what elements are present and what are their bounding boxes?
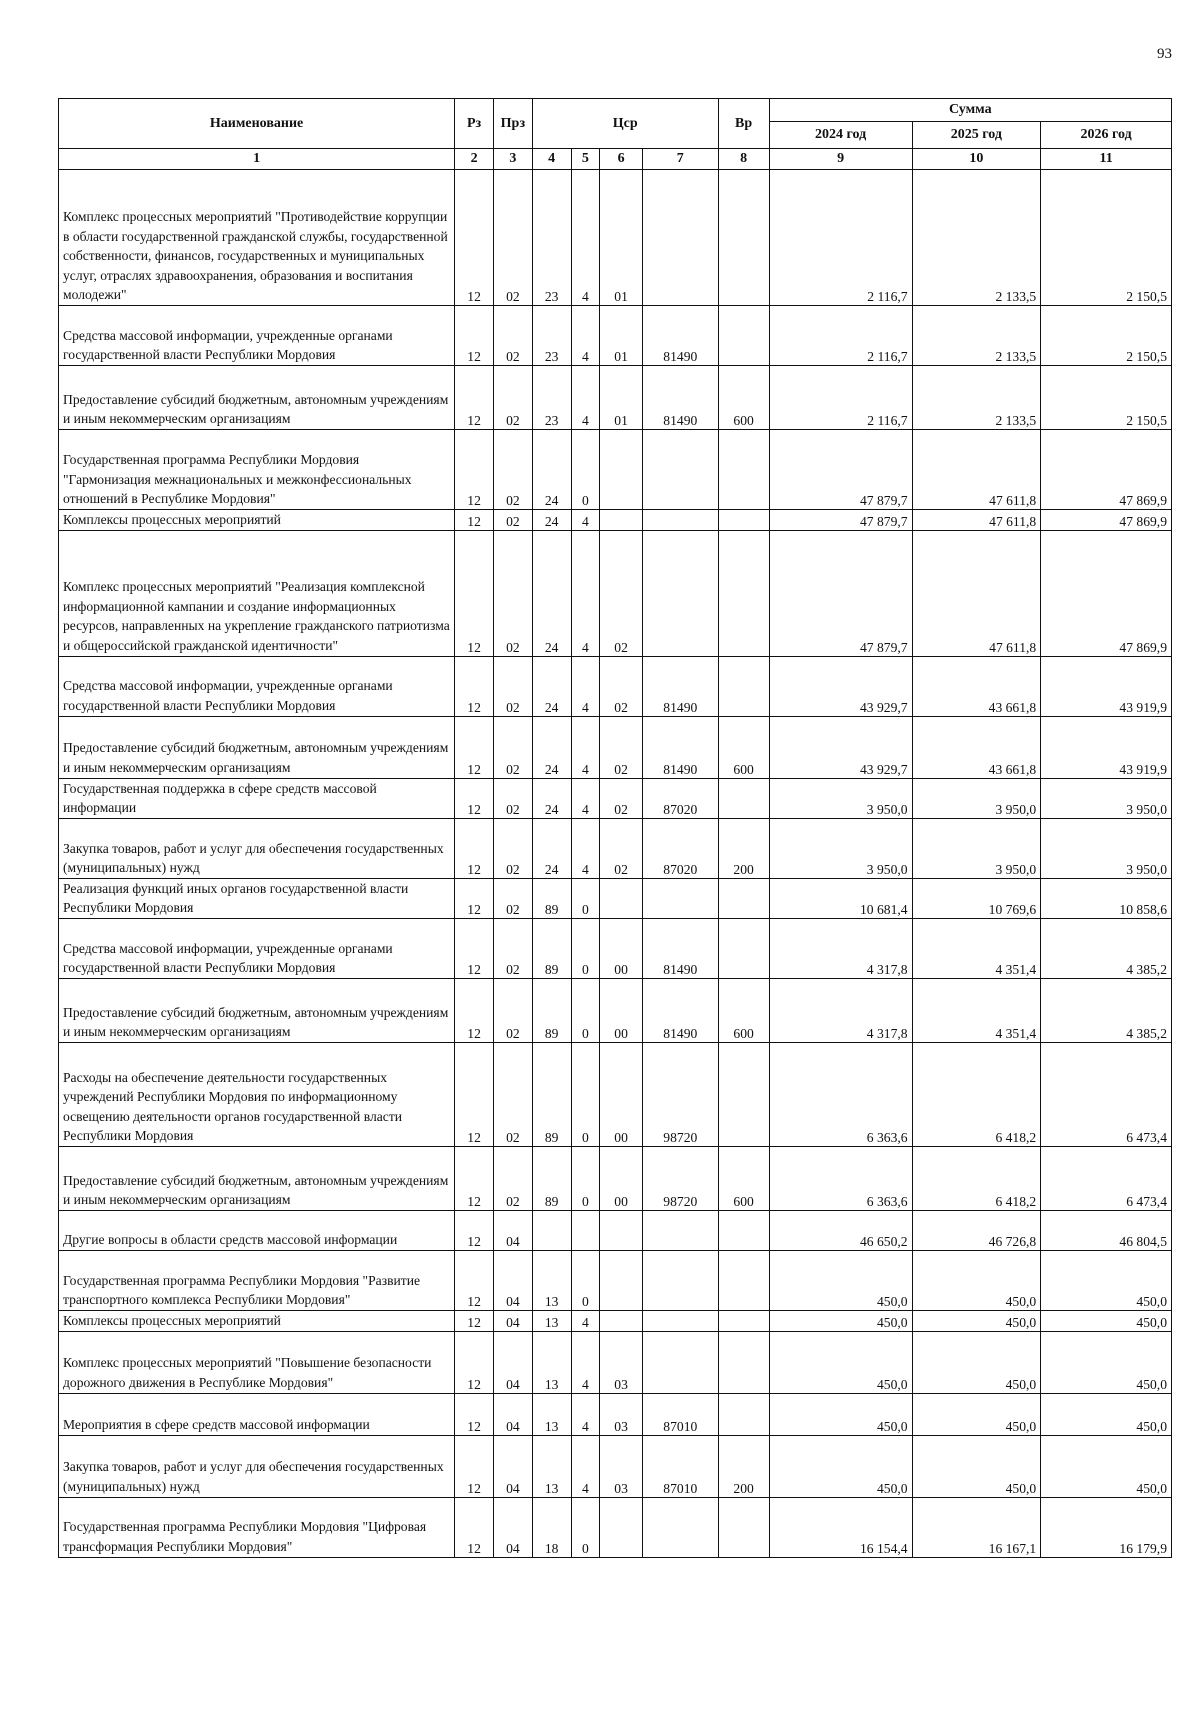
row-name: Государственная программа Республики Мордовия "Гармонизация межнациональных и межконфессиональных отношений в Республике Мордовия" [59, 430, 455, 510]
row-csr-4: 18 [532, 1497, 571, 1557]
row-sum-2025: 450,0 [912, 1310, 1041, 1331]
row-sum-2025: 6 418,2 [912, 1146, 1041, 1210]
row-sum-2026: 47 869,9 [1041, 510, 1172, 531]
table-row [59, 818, 1172, 878]
row-csr-7: 81490 [643, 978, 719, 1042]
row-sum-2024: 47 879,7 [769, 510, 912, 531]
col-number: 8 [718, 149, 769, 170]
row-csr-4: 24 [532, 716, 571, 778]
row-sum-2024: 3 950,0 [769, 818, 912, 878]
row-sum-2025: 4 351,4 [912, 978, 1041, 1042]
row-prz: 02 [493, 1146, 532, 1210]
row-sum-2026: 2 150,5 [1041, 366, 1172, 430]
table-row [59, 978, 1172, 1042]
row-csr-5: 4 [571, 716, 600, 778]
row-csr-5: 0 [571, 1042, 600, 1146]
row-csr-6: 02 [600, 656, 643, 716]
row-vr [718, 918, 769, 978]
row-csr-6 [600, 1210, 643, 1250]
col-number: 3 [493, 149, 532, 170]
row-csr-7: 81490 [643, 656, 719, 716]
row-csr-6: 02 [600, 530, 643, 656]
row-sum-2026: 6 473,4 [1041, 1042, 1172, 1146]
row-rz: 12 [455, 818, 494, 878]
row-sum-2025: 450,0 [912, 1393, 1041, 1435]
row-vr [718, 656, 769, 716]
row-csr-4: 13 [532, 1331, 571, 1393]
table-row [59, 1250, 1172, 1310]
row-sum-2025: 3 950,0 [912, 818, 1041, 878]
row-rz: 12 [455, 1497, 494, 1557]
table-row [59, 1210, 1172, 1250]
row-vr [718, 1250, 769, 1310]
row-vr [718, 1042, 769, 1146]
table-row [59, 1042, 1172, 1146]
row-sum-2024: 46 650,2 [769, 1210, 912, 1250]
row-sum-2024: 16 154,4 [769, 1497, 912, 1557]
row-name: Комплексы процессных мероприятий [59, 1310, 455, 1331]
row-sum-2024: 450,0 [769, 1393, 912, 1435]
row-rz: 12 [455, 1210, 494, 1250]
budget-table [58, 98, 1172, 1558]
row-csr-7: 81490 [643, 918, 719, 978]
row-csr-5: 4 [571, 170, 600, 306]
row-csr-6: 00 [600, 1042, 643, 1146]
row-prz: 04 [493, 1435, 532, 1497]
row-prz: 02 [493, 978, 532, 1042]
row-sum-2025: 46 726,8 [912, 1210, 1041, 1250]
row-csr-6 [600, 510, 643, 531]
row-csr-6: 02 [600, 716, 643, 778]
row-name: Закупка товаров, работ и услуг для обеспечения государственных (муниципальных) нужд [59, 818, 455, 878]
row-csr-6: 02 [600, 778, 643, 818]
table-row [59, 778, 1172, 818]
row-rz: 12 [455, 1393, 494, 1435]
table-row [59, 716, 1172, 778]
row-vr [718, 510, 769, 531]
row-csr-6: 03 [600, 1393, 643, 1435]
row-csr-6: 03 [600, 1331, 643, 1393]
row-sum-2026: 47 869,9 [1041, 430, 1172, 510]
row-vr: 200 [718, 1435, 769, 1497]
page-number: 93 [1157, 46, 1172, 62]
row-csr-5: 4 [571, 1310, 600, 1331]
header-rz: Рз [455, 99, 494, 149]
row-sum-2024: 43 929,7 [769, 656, 912, 716]
row-rz: 12 [455, 510, 494, 531]
row-sum-2026: 47 869,9 [1041, 530, 1172, 656]
row-sum-2024: 6 363,6 [769, 1146, 912, 1210]
row-csr-4: 89 [532, 878, 571, 918]
row-vr [718, 1210, 769, 1250]
row-prz: 04 [493, 1393, 532, 1435]
row-csr-4 [532, 1210, 571, 1250]
table-row [59, 918, 1172, 978]
row-sum-2025: 6 418,2 [912, 1042, 1041, 1146]
table-row [59, 306, 1172, 366]
row-sum-2026: 10 858,6 [1041, 878, 1172, 918]
row-sum-2024: 450,0 [769, 1331, 912, 1393]
table-row [59, 530, 1172, 656]
row-prz: 04 [493, 1310, 532, 1331]
row-prz: 02 [493, 818, 532, 878]
row-sum-2024: 450,0 [769, 1310, 912, 1331]
row-vr [718, 530, 769, 656]
row-csr-5: 0 [571, 1250, 600, 1310]
row-csr-5 [571, 1210, 600, 1250]
row-csr-7: 81490 [643, 716, 719, 778]
row-csr-5: 4 [571, 1393, 600, 1435]
table-row [59, 878, 1172, 918]
row-prz: 02 [493, 306, 532, 366]
row-csr-5: 4 [571, 530, 600, 656]
row-csr-5: 4 [571, 656, 600, 716]
row-vr [718, 778, 769, 818]
row-vr [718, 878, 769, 918]
row-prz: 02 [493, 430, 532, 510]
row-rz: 12 [455, 978, 494, 1042]
row-name: Комплекс процессных мероприятий "Противодействие коррупции в области государственной гражданской службы, государственной собственности, финансов, государственных и муниципальных услуг, отраслях здравоохранения, образования и воспитания молодежи" [59, 170, 455, 306]
row-csr-6 [600, 1310, 643, 1331]
row-rz: 12 [455, 656, 494, 716]
header-year-2026: 2026 год [1041, 122, 1172, 149]
row-name: Средства массовой информации, учрежденные органами государственной власти Республики Мордовия [59, 656, 455, 716]
header-csr: Цср [532, 99, 718, 149]
col-number: 2 [455, 149, 494, 170]
row-sum-2024: 47 879,7 [769, 530, 912, 656]
row-csr-4: 24 [532, 818, 571, 878]
row-csr-6 [600, 878, 643, 918]
row-csr-5: 0 [571, 978, 600, 1042]
row-csr-4: 13 [532, 1310, 571, 1331]
col-number: 7 [643, 149, 719, 170]
row-csr-5: 4 [571, 306, 600, 366]
row-csr-7: 87020 [643, 778, 719, 818]
row-vr [718, 170, 769, 306]
row-name: Государственная поддержка в сфере средств массовой информации [59, 778, 455, 818]
row-rz: 12 [455, 1435, 494, 1497]
row-csr-7 [643, 1250, 719, 1310]
row-csr-5: 0 [571, 1146, 600, 1210]
row-csr-5: 4 [571, 1435, 600, 1497]
row-csr-4: 24 [532, 510, 571, 531]
row-sum-2025: 2 133,5 [912, 306, 1041, 366]
row-csr-7 [643, 170, 719, 306]
row-csr-5: 0 [571, 918, 600, 978]
row-csr-7 [643, 1331, 719, 1393]
row-rz: 12 [455, 778, 494, 818]
table-row [59, 170, 1172, 306]
header-name: Наименование [59, 99, 455, 149]
row-rz: 12 [455, 1146, 494, 1210]
row-sum-2026: 4 385,2 [1041, 978, 1172, 1042]
row-csr-6: 01 [600, 366, 643, 430]
row-name: Комплексы процессных мероприятий [59, 510, 455, 531]
row-csr-6 [600, 430, 643, 510]
row-rz: 12 [455, 1250, 494, 1310]
row-csr-7: 81490 [643, 306, 719, 366]
row-sum-2025: 450,0 [912, 1331, 1041, 1393]
row-name: Государственная программа Республики Мордовия "Цифровая трансформация Республики Мордовия" [59, 1497, 455, 1557]
row-prz: 02 [493, 778, 532, 818]
table-row [59, 1146, 1172, 1210]
row-sum-2024: 2 116,7 [769, 366, 912, 430]
row-rz: 12 [455, 1310, 494, 1331]
row-sum-2024: 47 879,7 [769, 430, 912, 510]
row-name: Мероприятия в сфере средств массовой информации [59, 1393, 455, 1435]
row-sum-2025: 2 133,5 [912, 366, 1041, 430]
row-csr-4: 24 [532, 430, 571, 510]
row-name: Средства массовой информации, учрежденные органами государственной власти Республики Мордовия [59, 306, 455, 366]
row-csr-7 [643, 1497, 719, 1557]
row-prz: 02 [493, 878, 532, 918]
row-prz: 04 [493, 1497, 532, 1557]
col-number: 11 [1041, 149, 1172, 170]
col-number: 10 [912, 149, 1041, 170]
col-number: 5 [571, 149, 600, 170]
row-sum-2024: 4 317,8 [769, 978, 912, 1042]
row-prz: 02 [493, 656, 532, 716]
row-csr-4: 89 [532, 1042, 571, 1146]
row-sum-2025: 2 133,5 [912, 170, 1041, 306]
row-sum-2025: 47 611,8 [912, 530, 1041, 656]
row-csr-6: 00 [600, 918, 643, 978]
row-prz: 02 [493, 510, 532, 531]
row-sum-2026: 4 385,2 [1041, 918, 1172, 978]
row-sum-2025: 16 167,1 [912, 1497, 1041, 1557]
table-row [59, 1393, 1172, 1435]
row-sum-2026: 46 804,5 [1041, 1210, 1172, 1250]
row-rz: 12 [455, 170, 494, 306]
row-name: Средства массовой информации, учрежденные органами государственной власти Республики Мордовия [59, 918, 455, 978]
table-row [59, 1497, 1172, 1557]
row-csr-4: 89 [532, 978, 571, 1042]
row-sum-2026: 450,0 [1041, 1331, 1172, 1393]
row-sum-2026: 3 950,0 [1041, 818, 1172, 878]
row-csr-6: 01 [600, 170, 643, 306]
row-sum-2025: 450,0 [912, 1435, 1041, 1497]
col-number: 4 [532, 149, 571, 170]
row-sum-2026: 3 950,0 [1041, 778, 1172, 818]
row-csr-6 [600, 1250, 643, 1310]
row-csr-4: 13 [532, 1435, 571, 1497]
row-sum-2025: 47 611,8 [912, 510, 1041, 531]
row-sum-2025: 450,0 [912, 1250, 1041, 1310]
row-sum-2026: 6 473,4 [1041, 1146, 1172, 1210]
row-csr-5: 0 [571, 878, 600, 918]
row-sum-2026: 2 150,5 [1041, 306, 1172, 366]
col-number: 1 [59, 149, 455, 170]
row-csr-4: 23 [532, 306, 571, 366]
header-year-2024: 2024 год [769, 122, 912, 149]
row-sum-2026: 2 150,5 [1041, 170, 1172, 306]
row-vr: 600 [718, 366, 769, 430]
row-csr-4: 23 [532, 366, 571, 430]
row-csr-7 [643, 530, 719, 656]
row-vr: 600 [718, 978, 769, 1042]
header-vr: Вр [718, 99, 769, 149]
row-csr-7: 87010 [643, 1435, 719, 1497]
row-sum-2024: 4 317,8 [769, 918, 912, 978]
row-csr-4: 89 [532, 1146, 571, 1210]
row-prz: 02 [493, 1042, 532, 1146]
row-prz: 04 [493, 1250, 532, 1310]
row-sum-2025: 4 351,4 [912, 918, 1041, 978]
row-csr-7: 87010 [643, 1393, 719, 1435]
row-sum-2026: 16 179,9 [1041, 1497, 1172, 1557]
row-name: Закупка товаров, работ и услуг для обеспечения государственных (муниципальных) нужд [59, 1435, 455, 1497]
row-rz: 12 [455, 1042, 494, 1146]
row-csr-6: 00 [600, 1146, 643, 1210]
row-csr-5: 0 [571, 430, 600, 510]
row-sum-2025: 10 769,6 [912, 878, 1041, 918]
header-sum: Сумма [769, 99, 1171, 122]
row-rz: 12 [455, 878, 494, 918]
row-sum-2024: 2 116,7 [769, 170, 912, 306]
col-number: 9 [769, 149, 912, 170]
table-row [59, 430, 1172, 510]
row-csr-4: 89 [532, 918, 571, 978]
table-row [59, 1331, 1172, 1393]
row-rz: 12 [455, 366, 494, 430]
row-rz: 12 [455, 918, 494, 978]
row-csr-6: 02 [600, 818, 643, 878]
row-prz: 02 [493, 170, 532, 306]
row-name: Комплекс процессных мероприятий "Реализация комплексной информационной кампании и создание информационных ресурсов, направленных на укрепление гражданского патриотизма и общероссийской гражданской идентичности" [59, 530, 455, 656]
row-csr-6: 01 [600, 306, 643, 366]
table-row [59, 1435, 1172, 1497]
col-number: 6 [600, 149, 643, 170]
row-csr-4: 24 [532, 530, 571, 656]
row-csr-4: 24 [532, 778, 571, 818]
row-sum-2026: 43 919,9 [1041, 716, 1172, 778]
row-sum-2024: 450,0 [769, 1250, 912, 1310]
row-csr-5: 4 [571, 510, 600, 531]
row-name: Предоставление субсидий бюджетным, автономным учреждениям и иным некоммерческим организациям [59, 716, 455, 778]
row-csr-7 [643, 510, 719, 531]
row-csr-5: 4 [571, 366, 600, 430]
column-number-row [59, 149, 1172, 170]
row-vr [718, 1331, 769, 1393]
table-body [59, 170, 1172, 1558]
row-sum-2026: 450,0 [1041, 1393, 1172, 1435]
row-csr-7: 81490 [643, 366, 719, 430]
table-row [59, 366, 1172, 430]
row-vr [718, 430, 769, 510]
row-csr-4: 13 [532, 1250, 571, 1310]
row-csr-4: 13 [532, 1393, 571, 1435]
row-csr-7 [643, 1210, 719, 1250]
row-sum-2026: 450,0 [1041, 1250, 1172, 1310]
row-sum-2025: 3 950,0 [912, 778, 1041, 818]
row-prz: 02 [493, 716, 532, 778]
row-csr-7: 98720 [643, 1042, 719, 1146]
row-name: Государственная программа Республики Мордовия "Развитие транспортного комплекса Республики Мордовия" [59, 1250, 455, 1310]
row-name: Комплекс процессных мероприятий "Повышение безопасности дорожного движения в Республике Мордовия" [59, 1331, 455, 1393]
row-csr-6: 03 [600, 1435, 643, 1497]
row-sum-2024: 450,0 [769, 1435, 912, 1497]
row-rz: 12 [455, 1331, 494, 1393]
row-name: Расходы на обеспечение деятельности государственных учреждений Республики Мордовия по информационному освещению деятельности органов государственной власти Республики Мордовия [59, 1042, 455, 1146]
row-vr [718, 1393, 769, 1435]
row-rz: 12 [455, 306, 494, 366]
row-vr: 600 [718, 1146, 769, 1210]
row-name: Предоставление субсидий бюджетным, автономным учреждениям и иным некоммерческим организациям [59, 366, 455, 430]
row-csr-7 [643, 878, 719, 918]
row-sum-2026: 450,0 [1041, 1435, 1172, 1497]
row-vr [718, 306, 769, 366]
table-row [59, 510, 1172, 531]
row-csr-7 [643, 1310, 719, 1331]
row-sum-2025: 43 661,8 [912, 656, 1041, 716]
row-csr-5: 4 [571, 818, 600, 878]
row-sum-2024: 3 950,0 [769, 778, 912, 818]
row-csr-6 [600, 1497, 643, 1557]
row-sum-2025: 43 661,8 [912, 716, 1041, 778]
row-rz: 12 [455, 716, 494, 778]
row-sum-2024: 6 363,6 [769, 1042, 912, 1146]
row-csr-7 [643, 430, 719, 510]
row-sum-2024: 10 681,4 [769, 878, 912, 918]
row-sum-2026: 43 919,9 [1041, 656, 1172, 716]
row-csr-6: 00 [600, 978, 643, 1042]
row-csr-5: 4 [571, 778, 600, 818]
row-rz: 12 [455, 530, 494, 656]
row-prz: 02 [493, 918, 532, 978]
table-row [59, 1310, 1172, 1331]
row-csr-4: 23 [532, 170, 571, 306]
row-csr-5: 0 [571, 1497, 600, 1557]
row-csr-5: 4 [571, 1331, 600, 1393]
row-name: Предоставление субсидий бюджетным, автономным учреждениям и иным некоммерческим организациям [59, 978, 455, 1042]
row-name: Другие вопросы в области средств массовой информации [59, 1210, 455, 1250]
row-sum-2025: 47 611,8 [912, 430, 1041, 510]
row-vr [718, 1497, 769, 1557]
row-name: Реализация функций иных органов государственной власти Республики Мордовия [59, 878, 455, 918]
row-csr-4: 24 [532, 656, 571, 716]
row-sum-2024: 2 116,7 [769, 306, 912, 366]
row-csr-7: 87020 [643, 818, 719, 878]
row-prz: 02 [493, 366, 532, 430]
row-sum-2024: 43 929,7 [769, 716, 912, 778]
row-sum-2026: 450,0 [1041, 1310, 1172, 1331]
table-row [59, 656, 1172, 716]
row-prz: 04 [493, 1331, 532, 1393]
row-vr: 600 [718, 716, 769, 778]
row-vr [718, 1310, 769, 1331]
row-name: Предоставление субсидий бюджетным, автономным учреждениям и иным некоммерческим организациям [59, 1146, 455, 1210]
header-prz: Прз [493, 99, 532, 149]
row-vr: 200 [718, 818, 769, 878]
row-csr-7: 98720 [643, 1146, 719, 1210]
header-year-2025: 2025 год [912, 122, 1041, 149]
row-rz: 12 [455, 430, 494, 510]
row-prz: 02 [493, 530, 532, 656]
row-prz: 04 [493, 1210, 532, 1250]
